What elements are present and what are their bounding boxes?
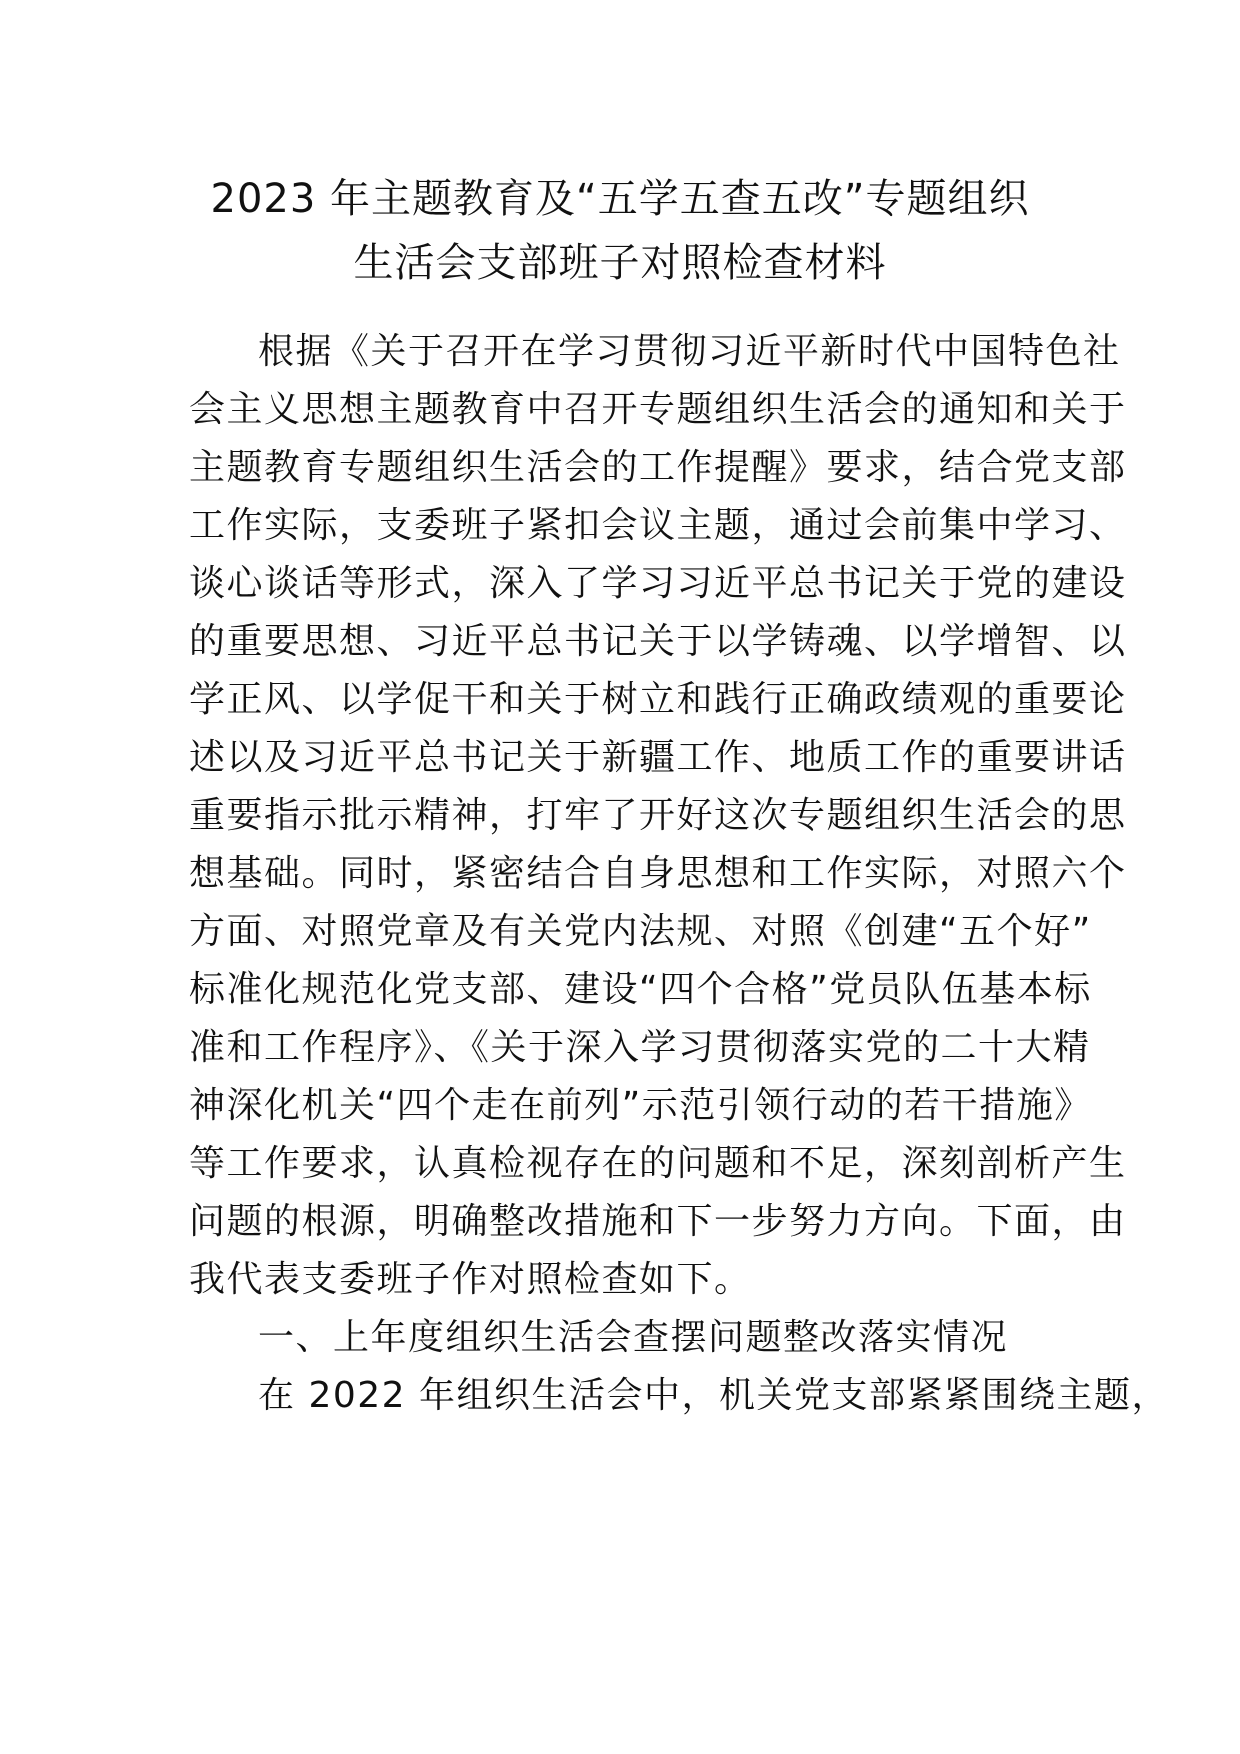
body-line: 会主义思想主题教育中召开专题组织生活会的通知和关于 (189, 389, 1127, 430)
body-line: 谈心谈话等形式，深入了学习习近平总书记关于党的建设 (189, 563, 1127, 604)
body-line: 方面、对照党章及有关党内法规、对照《创建“五个好” (189, 911, 1092, 952)
body-line: 我代表支委班子作对照检查如下。 (189, 1259, 752, 1300)
body-line: 工作实际，支委班子紧扣会议主题，通过会前集中学习、 (189, 505, 1127, 546)
body-line: 准和工作程序》、《关于深入学习贯彻落实党的二十大精 (189, 1027, 1091, 1068)
body-line: 等工作要求，认真检视存在的问题和不足，深刻剖析产生 (189, 1143, 1127, 1184)
body-line: 学正风、以学促干和关于树立和践行正确政绩观的重要论 (189, 679, 1127, 720)
body-line: 问题的根源，明确整改措施和下一步努力方向。下面，由 (189, 1201, 1127, 1242)
body-line: 重要指示批示精神，打牢了开好这次专题组织生活会的思 (189, 795, 1127, 836)
body-line: 主题教育专题组织生活会的工作提醒》要求，结合党支部 (189, 447, 1127, 488)
section-heading: 一、上年度组织生活会查摆问题整改落实情况 (258, 1317, 1009, 1358)
section-paragraph-line: 在 2022 年组织生活会中，机关党支部紧紧围绕主题， (258, 1375, 1170, 1416)
body-line: 神深化机关“四个走在前列”示范引领行动的若干措施》 (189, 1085, 1092, 1126)
body-line: 述以及习近平总书记关于新疆工作、地质工作的重要讲话 (189, 737, 1127, 778)
document-title-line-2: 生活会支部班子对照检查材料 (353, 240, 887, 286)
body-line: 的重要思想、习近平总书记关于以学铸魂、以学增智、以 (189, 621, 1127, 662)
document-title-line-1: 2023 年主题教育及“五学五查五改”专题组织 (210, 176, 1030, 222)
body-line: 根据《关于召开在学习贯彻习近平新时代中国特色社 (258, 331, 1121, 372)
body-line: 标准化规范化党支部、建设“四个合格”党员队伍基本标 (189, 969, 1092, 1010)
body-line: 想基础。同时，紧密结合自身思想和工作实际，对照六个 (189, 853, 1127, 894)
